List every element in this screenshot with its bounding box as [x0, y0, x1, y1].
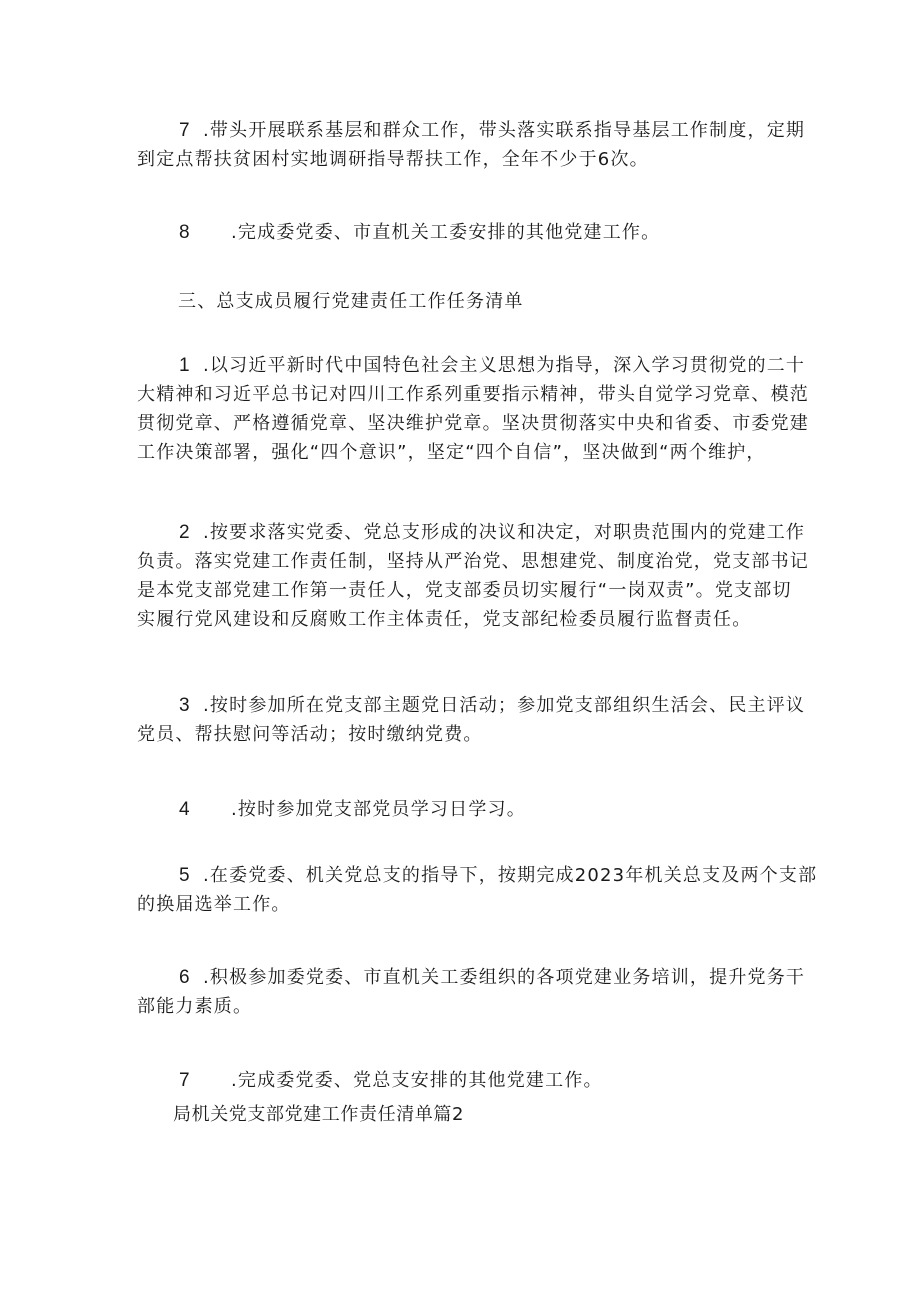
item-number: 7: [179, 120, 191, 141]
item-number: 7: [179, 1070, 191, 1091]
item-text: .积极参加委党委、市直机关工委组织的各项党建业务培训，提升党务干: [203, 967, 806, 988]
item-text: 党员、帮扶慰问等活动；按时缴纳党费。: [137, 724, 483, 745]
list-item: [137, 518, 809, 634]
section-heading: 三、总支成员履行党建责任工作任务清单: [178, 291, 524, 312]
item-text: 工作决策部署，强化“四个意识”，坚定“四个自信”，坚决做到“两个维护，: [137, 442, 766, 463]
item-text: 贯彻党章、严格遵循党章、坚决维护党章。坚决贯彻落实中央和省委、市委党建: [137, 413, 809, 434]
item-number: 3: [179, 695, 191, 716]
list-item: [137, 691, 806, 749]
item-number: 8: [179, 222, 191, 243]
item-number: 1: [179, 355, 191, 376]
list-item: [137, 795, 787, 824]
document-subtitle: 局机关党支部党建工作责任清单篇2: [173, 1104, 465, 1125]
list-item: [137, 1066, 787, 1095]
item-text: .在委党委、机关党总支的指导下，按期完成2023年机关总支及两个支部: [203, 865, 818, 886]
list-item: [137, 218, 787, 247]
item-text: .完成委党委、党总支安排的其他党建工作。: [231, 1070, 603, 1091]
item-text: 是本党支部党建工作第一责任人，党支部委员切实履行“一岗双责”。党支部切: [137, 580, 792, 601]
item-text: .按时参加所在党支部主题党日活动；参加党支部组织生活会、民主评议: [203, 695, 806, 716]
item-number: 5: [179, 865, 191, 886]
list-item: [137, 963, 806, 1021]
item-text: 负责。落实党建工作责任制，坚持从严治党、思想建党、制度治党，党支部书记: [137, 551, 809, 572]
item-text: 部能力素质。: [137, 996, 253, 1017]
item-text: .带头开展联系基层和群众工作，带头落实联系指导基层工作制度，定期: [203, 120, 806, 141]
list-item: [137, 116, 806, 174]
item-text: .按时参加党支部党员学习日学习。: [231, 799, 526, 820]
item-text: 到定点帮扶贫困村实地调研指导帮扶工作，全年不少于6次。: [137, 149, 649, 170]
list-item: [137, 861, 818, 919]
item-text: .按要求落实党委、党总支形成的决议和决定，对职贵范围内的党建工作: [203, 522, 806, 543]
item-text: 的换届选举工作。: [137, 894, 291, 915]
item-number: 4: [179, 799, 191, 820]
item-text: 实履行党风建设和反腐败工作主体责任，党支部纪检委员履行监督责任。: [137, 609, 752, 630]
item-text: .完成委党委、市直机关工委安排的其他党建工作。: [231, 222, 661, 243]
item-text: .以习近平新时代中国特色社会主义思想为指导，深入学习贯彻党的二十: [203, 355, 806, 376]
item-text: 大精神和习近平总书记对四川工作系列重要指示精神，带头自觉学习党章、模范: [137, 384, 809, 405]
item-number: 2: [179, 522, 191, 543]
list-item: [137, 351, 809, 467]
item-number: 6: [179, 967, 191, 988]
